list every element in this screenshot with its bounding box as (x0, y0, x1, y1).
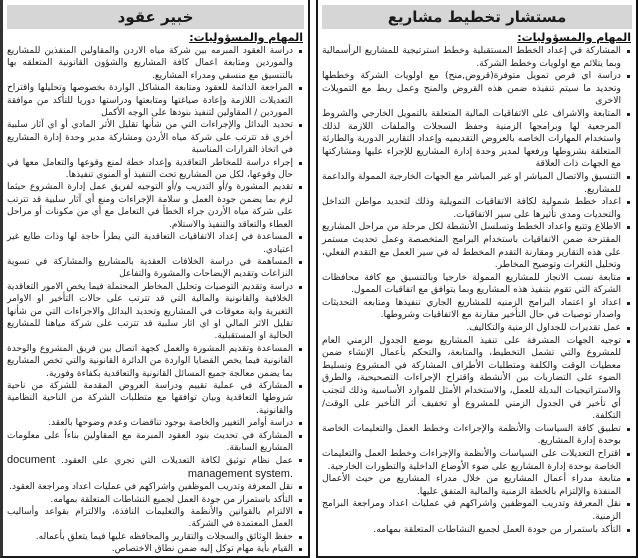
responsibilities-heading: المهام والمسؤوليات: (517, 31, 631, 44)
list-item: تحديد البدائل والإجراءات التي من شأنها تقليل الأثر المادي أو اي آثار سلبية أخرى قد تترتب على شركة مياه الأردن ومشاركة مدير وحدة إدارة المشاريع في اتخاذ القرارات المناسبة (7, 119, 303, 156)
list-item: التأكد باستمرار من جودة العمل لجميع النشاطات المتعلقة بمهامه. (322, 524, 631, 537)
list-item: دراسة العقود المبرمه بين شركة مياه الاردن والمقاولين المنفذين للمشاريع والموردين ومتابعة اعمال كافة المشاريع والشؤون القانونية المتعلقه بها بالتنسيق مع منسقي ومدراء المشاريع. (7, 45, 303, 82)
list-item: المشاركة في عملية تقييم ودراسة العروض المقدمة للشركة من ناحية شروطها التعاقدية وبيان توافقها مع متطلبات الشركة من الناحية النظامية والقانونية. (7, 380, 303, 417)
list-item: المساهمة في دراسة الخلافات العقدية بالمشاريع والمشاركة في تسوية النزاعات وتقديم الإيضاحات والمشورة والتفاعل (7, 256, 303, 281)
list-item: الاطلاع وتتبع واعداد الخطط وتسلسل الأنشطة لكل مرحلة من مراحل المشاريع المقترحة ضمن الاتفاقيات باستخدام البرامج المتخصصة وعمل تحديث مستمر على هذه التقارير ومقارنة التقدم المخطط له في سير العمل مع التقدم الفعلي، وتحليل الثغرات وتوضيح المخاطر. (322, 221, 631, 271)
responsibilities-list (318, 45, 636, 536)
job-ad-project-planning-consultant (316, 0, 638, 558)
list-item: المساعدة في إعداد الاتفاقيات التعاقدية التي يطرأ حاجة لها وذات طابع غير اعتيادي. (7, 231, 303, 256)
job-title-bar (7, 5, 304, 29)
list-item: اعداد او اعتماد البرامج الزمنيه للمشاريع الجاري تنفيذها ومتابعه التحديثات واصدار توصيات في حال التأخير مقارنة مع الاتفاقيات وشروطها. (322, 297, 631, 322)
responsibilities-list (3, 45, 308, 556)
list-item: المتابعة والاشراف على الاتفاقيات المالية المتعلقة بالتمويل الخارجي والشروط المرجعية لها وبرامجها الزمنية وحفظ السجلات والملفات اللازمة لذلك واستخدام المهارات الخاصه بالعروض التقديميه وإعداد التقارير الدورية والطارئة المتعلقة بشروطها ورفعها لمدير وحدة إدارة المشاريع للإجراء عليها ومشاركتها مع الجهات ذات العلاقة (322, 108, 631, 171)
list-item: متابعة نسب الانجاز للمشاريع الممولة خارجيا وبالتنسيق مع كافة محافظات الشركة التي تقوم بتنفيذ هذه المشاريع وبما يتوافق مع اتفاقيات الممول. (322, 272, 631, 297)
list-item: تطبيق كافة السياسات والأنظمة والإجراءات وخطط العمل والتعليمات الخاصة بوحدة إدارة المشاريع. (322, 423, 631, 448)
job-title: خبير عقود (117, 8, 194, 26)
list-item-text: عمل نظام توثيق لكافة التعديلات التي تجري على العقود. (61, 456, 293, 467)
list-item: حفظ الوثائق والسجلات والتقارير والمحافظه عليها فيما يتعلق بأعماله. (7, 531, 303, 543)
list-item: دراسة اي فرص تمويل متوفرة(قروض,منح) مع اولويات الشركة وخططها وتحديد ما سيتم تنفيذه ضمن هذه القروض والمنح وعمل ربط مع التمويلات الاخرى (322, 70, 631, 108)
list-item: التنسيق والاتصال المباشر او غير المباشر مع الجهات الخارجية الممولة والداعمة للمشاريع. (322, 171, 631, 196)
list-item: التأكد باستمرار من جودة العمل لجميع النشاطات المتعلقة بمهامه. (7, 494, 303, 506)
document-management-system-term: document management system. (7, 454, 293, 480)
job-ad-contracts-expert (0, 0, 310, 558)
list-item-document-system (7, 454, 303, 481)
list-item: اقتراح التعديلات على السياسات والأنظمة والإجراءات وخطط العمل والتعليمات الخاصة بوحدة إدارة المشاريع على ضوء الأوضاع الداخلية والتطورات الخارجية. (322, 448, 631, 473)
list-item: المراجعة الدائمة للعقود ومتابعة المشاكل الواردة بخصوصها وتحليلها واقتراح التعديلات اللازمة وإعادة صياغتها ومتابعتها ودراستها دوريا للتأكد من موافقة الموردين / المقاولين لتنفيذ بنودها على الوجه الأكمل (7, 82, 303, 119)
job-title: مستشار تخطيط مشاريع (387, 8, 567, 26)
job-title-bar (322, 5, 632, 29)
list-item: إجراء دراسة للمخاطر التعاقدية وإعداد خطة لمنع وقوعها والتعامل معها في حال وقوعها، لكل من المشاريع تحت التنفيذ أو المنوي تنفيذها. (7, 157, 303, 182)
list-item: دراسة أوامر التغيير والخاصة بوجود تناقضات وعدم وضوحها بالعقد. (7, 417, 303, 429)
list-item: توجيه الجهات المشرفة على تنفيذ المشاريع بوضع الجدول الزمني العام للمشروع والتي تشمل التخطيط، والمتابعة، والتحكم بأعمال الإنشاء ضمن معطيات الوقت والكلفة ومتطلبات الأطراف المشاركة في المشروع وتسليط الضوء على التضاربات بين الأنشطة واقتراح الإجراءات التصحيحية، والطرق والاستراتيجيات البديلة للعمل، والاستخدام الأمثل للموارد الأساسية وذلك لتجنب أي تأخير في الجدول الزمني للمشروع أو تخفيف أثر التأخير على الوقت/ التكلفة. (322, 335, 631, 423)
list-item: المساعدة وتقديم المشورة والعمل كجهة اتصال بين فريق المشروع والوحدة القانونية فيما يخص القضايا الواردة من الدائرة القانونية والتي تخص المشاريع بما يضمن معالجة جميع المسائل القانونية والتعاقدية بكفاءة وفورية. (7, 343, 303, 380)
list-item: متابعة مدراء أعمال المشاريع من خلال مدراء المشاريع من حيث الأعمال المنفذة والإلتزام بالخطة الزمنية والمالية المتفق عليها. (322, 473, 631, 498)
responsibilities-heading: المهام والمسؤوليات: (189, 31, 303, 44)
list-item: القيام بأية مهام توكل إليه ضمن نطاق الاختصاص. (7, 543, 303, 555)
list-item: عمل تقديرات للجداول الزمنية والتكاليف. (322, 322, 631, 335)
list-item: المشاركة في تحديث بنود العقود المبرمة مع المقاولين بناءاً على معلومات المشاريع السابقة. (7, 430, 303, 455)
list-item: نقل المعرفة وتدريب الموظفين واشراكهم في عمليات اعداد ومراجعة البرامج الزمنية. (322, 498, 631, 523)
list-item: الالتزام بالقوانين والأنظمة والتعليمات النافذة، والالتزام بقواعد وأساليب العمل المعتمدة في الشركة. (7, 506, 303, 531)
list-item: اعداد خطط شمولية لكافة الاتفاقيات التمويلية وذلك لتحديد مواطن التداخل والتحديات ومدى تأثيرها على سير الاتفاقيات. (322, 196, 631, 221)
list-item: دراسة وتقديم التوصيات وتحليل المخاطر المحتملة فيما يخص الامور التعاقدية الخلافية والقانونية والمالية التي قد تترتب على حالات التأخير او الاوامر التغيرية واية معوقات في المشاريع وتحديد البدائل والاجراءات التي من شأنها تقليل الاثر المالي او اي اثار سلبية قد تترتب على شركة مياهنا للمشاريع الحالية او المستقبلية. (7, 281, 303, 343)
list-item: المشاركة في إعداد الخطط المستقبلية وخطط استرتيجية للمشاريع الرأسمالية وبما يتلائم مع اولويات وخطط الشركة. (322, 45, 631, 70)
list-item: نقل المعرفة وتدريب الموظفين واشراكهم في عمليات اعداد ومراجعة العقود. (7, 481, 303, 493)
list-item: تقديم المشورة و/أو التدريب و/أو التوجيه لفريق عمل إدارة المشروع حيثما لزم بما يضمن جودة العمل و سلامة الإجراءات ومنع أي آثار سلبية قد تترتب على شركة مياه الأردن جراء الخطأ في التعامل مع أي من مكونات أو مراحل العطاء والتعاقد والتنفيذ والاستلام. (7, 181, 303, 231)
